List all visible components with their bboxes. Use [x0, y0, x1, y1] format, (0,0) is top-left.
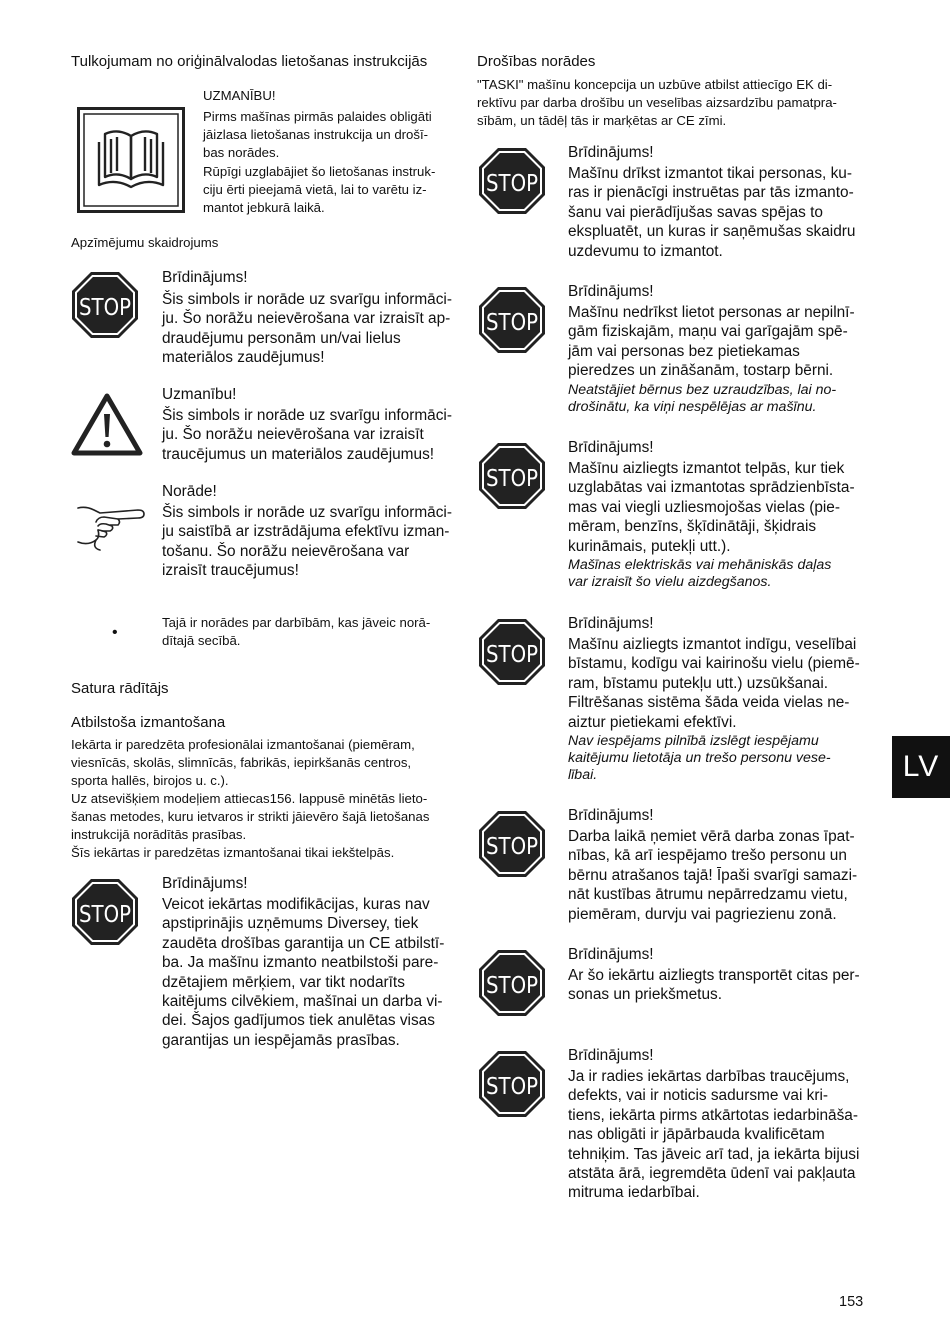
text-line: Mašīnu drīkst izmantot tikai personas, ku-	[568, 165, 852, 182]
text-line: defekts, vai ir noticis sadursme vai kri-	[568, 1087, 829, 1105]
text-line: mēram, benzīns, šķīdinātāji, šķidrais	[568, 518, 817, 536]
stop-label: STOP	[486, 973, 539, 999]
intended-use-text	[71, 736, 429, 862]
stop-sign-icon	[71, 878, 139, 946]
modification-warning-text	[162, 895, 444, 1050]
text-line: nas obligāti ir jāpārbauda kvalificētam	[568, 1126, 825, 1144]
text-line: bīstamu, kodīgu vai kairinošu vielu (piemē-	[568, 655, 860, 673]
text-line: Mašīnu aizliegts izmantot telpās, kur tiek	[568, 460, 845, 477]
text-line: dei. Šajos gadījumos tiek anulētas visas	[162, 1012, 435, 1030]
text-line: Ja ir radies iekārtas darbības traucējums,	[568, 1068, 850, 1085]
intended-use-title: Atbilstoša izmantošana	[71, 714, 226, 731]
warning-text	[568, 303, 855, 381]
text-line: tošanu. Šo norāžu neievērošana var	[162, 542, 410, 560]
text-line: Rūpīgi uzglabājiet šo lietošanas instruk-	[203, 164, 436, 179]
symbol-warning-heading: Brīdinājums!	[162, 269, 248, 286]
warning-italic-text	[568, 382, 836, 416]
warning-heading: Brīdinājums!	[568, 1047, 654, 1064]
text-line: Ar šo iekārtu aizliegts transportēt citas per-	[568, 967, 860, 984]
legend-title: Apzīmējumu skaidrojums	[71, 235, 219, 250]
text-line: pieredzes un zināšanām, tostarp bērni.	[568, 362, 834, 380]
pointing-hand-icon	[76, 500, 148, 554]
text-line: mas vai viegli uzliesmojošas vielas (pie-	[568, 498, 840, 516]
text-line: bas norādes.	[203, 145, 280, 160]
text-line: "TASKI" mašīnu koncepcija un uzbūve atbilst attiecīgo EK di-	[477, 77, 833, 92]
text-line: Filtrēšanas sistēma šāda veida vielas ne-	[568, 694, 850, 712]
stop-label: STOP	[486, 642, 539, 668]
text-line: izraisīt traucējumus!	[162, 562, 299, 580]
stop-sign-icon	[478, 810, 546, 878]
text-line: aiztur pietiekami efektīvi.	[568, 713, 737, 731]
text-line: atstāta ārā, iegremdēta ūdenī vai pakļauta	[568, 1165, 856, 1183]
stop-sign-icon	[478, 442, 546, 510]
warning-heading: Brīdinājums!	[568, 946, 654, 963]
text-line: Nav iespējams pilnībā izslēgt iespējamu	[568, 733, 819, 749]
text-line: Veicot iekārtas modifikācijas, kuras nav	[162, 896, 430, 913]
section-title-translation: Tulkojumam no oriģinālvalodas lietošanas instrukcijās	[71, 53, 428, 70]
warning-heading: Brīdinājums!	[568, 144, 654, 161]
warning-text	[568, 164, 855, 261]
text-line: instrukcijā norādītās prasības.	[71, 827, 247, 842]
stop-sign-icon	[478, 949, 546, 1017]
modification-warning-heading: Brīdinājums!	[162, 875, 248, 892]
text-line: ram, bīstamu putekļu utt.) uzsūkšanai.	[568, 674, 829, 692]
warning-text	[568, 459, 855, 556]
text-line: sībām, un tādēļ tās ir marķētas ar CE zīmi.	[477, 113, 727, 128]
text-line: Darba laikā ņemiet vērā darba zonas īpat-	[568, 828, 855, 845]
text-line: piemēram, durvju vai pagriezienu zonā.	[568, 905, 837, 923]
warning-heading: Brīdinājums!	[568, 807, 654, 824]
text-line: jām vai personas bez pietiekamas	[568, 342, 800, 360]
warning-text	[568, 1067, 859, 1203]
text-line: drošinātu, ka viņi nespēlējas ar mašīnu.	[568, 399, 817, 415]
text-line: sporta hallēs, birojos u. c.).	[71, 773, 229, 788]
text-line: zaudēta drošības garantija un CE atbilstī-	[162, 934, 445, 952]
text-line: draudējumu personām un/vai lielus	[162, 329, 401, 347]
text-line: Šis simbols ir norāde uz svarīgu informāci-	[162, 291, 452, 308]
text-line: dītajā secībā.	[162, 633, 241, 648]
text-line: apstiprinājis uzņēmums Diversey, tiek	[162, 915, 419, 933]
warning-text	[568, 635, 860, 732]
stop-label: STOP	[79, 295, 132, 321]
text-line: sonas un priekšmetus.	[568, 986, 722, 1004]
warning-italic-text	[568, 557, 831, 591]
read-manual-icon	[77, 107, 185, 213]
language-tab: LV	[892, 736, 950, 798]
stop-label: STOP	[486, 1074, 539, 1100]
symbol-note-text	[162, 503, 452, 581]
symbol-caution-heading: Uzmanību!	[162, 386, 237, 403]
text-line: šanu vai pierādījušas savas spējas to	[568, 203, 823, 221]
text-line: Mašīnas elektriskās vai mehāniskās daļas	[568, 557, 832, 573]
stop-label: STOP	[486, 310, 539, 336]
text-line: ju saistībā ar izstrādājuma efektīvu izman-	[162, 523, 450, 541]
text-line: ciju ērti pieejamā vietā, lai to varētu iz-	[203, 182, 427, 197]
text-line: Neatstājiet bērnus bez uzraudzības, lai no-	[568, 382, 837, 398]
text-line: kaitējums cilvēkiem, mašīnai un darba vi-	[162, 993, 443, 1011]
text-line: nāt kustības ātrumu nepārredzamu vietu,	[568, 886, 848, 904]
text-line: traucējumus un materiālos zaudējumus!	[162, 445, 435, 463]
warning-text	[568, 827, 857, 924]
text-line: kurināmais, putekļi utt.).	[568, 537, 731, 555]
text-line: gām fiziskajām, maņu vai garīgajām spē-	[568, 323, 848, 341]
warning-heading: Brīdinājums!	[568, 615, 654, 632]
text-line: lībai.	[568, 767, 598, 783]
text-line: Mašīnu aizliegts izmantot indīgu, veselībai	[568, 636, 857, 653]
page-number: 153	[839, 1294, 864, 1310]
warning-italic-text	[568, 733, 831, 784]
stop-label: STOP	[486, 834, 539, 860]
text-line: uzglabātas vai izmantotas sprādzienbīsta-	[568, 479, 855, 497]
text-line: jāizlasa lietošanas instrukcija un drošī-	[203, 127, 429, 142]
uzmanibu-text	[203, 108, 432, 162]
bullet-symbol: •	[112, 624, 118, 641]
text-line: ekspluatēt, un kuras ir saņēmušas skaidru	[568, 223, 856, 241]
text-line: ba. Ja mašīnu izmanto neatbilstoši pare-	[162, 954, 439, 972]
stop-sign-icon	[71, 271, 139, 339]
text-line: uzdevumu to izmantot.	[568, 242, 723, 260]
stop-label: STOP	[486, 466, 539, 492]
stop-label: STOP	[486, 171, 539, 197]
text-line: ras ir pienācīgi instruētas par tās izmanto-	[568, 184, 854, 202]
safety-title: Drošības norādes	[477, 53, 596, 70]
symbol-note-heading: Norāde!	[162, 483, 217, 500]
text-line: kaitējumu lietotāja un trešo personu vese-	[568, 750, 831, 766]
text-line: nības, kā arī iespējamo trešo personu un	[568, 847, 847, 865]
warning-triangle-icon	[71, 392, 143, 456]
toc-title: Satura rādītājs	[71, 680, 169, 697]
text-line: ju. Šo norāžu neievērošana var izraisīt ap-	[162, 310, 451, 328]
stop-label: STOP	[79, 902, 132, 928]
text-line: garantijas un iespējamās prasības.	[162, 1031, 400, 1049]
text-line: Šis simbols ir norāde uz svarīgu informāci-	[162, 504, 452, 521]
symbol-warning-text	[162, 290, 452, 368]
warning-heading: Brīdinājums!	[568, 283, 654, 300]
text-line: Šīs iekārtas ir paredzētas izmantošanai tikai iekštelpās.	[71, 845, 395, 860]
uzmanibu-keep-text	[203, 163, 435, 217]
text-line: Pirms mašīnas pirmās palaides obligāti	[203, 109, 432, 124]
text-line: Uz atsevišķiem modeļiem attiecas156. lappusē minētās lieto-	[71, 791, 428, 806]
text-line: šanas metodes, kuru ietvaros ir strikti jāievēro šajā lietošanas	[71, 809, 430, 824]
stop-sign-icon	[478, 618, 546, 686]
bullet-text	[162, 614, 430, 650]
text-line: Tajā ir norādes par darbībām, kas jāveic norā-	[162, 615, 431, 630]
warning-heading: Brīdinājums!	[568, 439, 654, 456]
text-line: var izraisīt šo vielu aizdegšanos.	[568, 574, 772, 590]
stop-sign-icon	[478, 286, 546, 354]
text-line: tehniķim. Tas jāveic arī tad, ja iekārta bijusi	[568, 1145, 860, 1163]
text-line: viesnīcās, skolās, slimnīcās, fabrikās, iepirkšanās centros,	[71, 755, 412, 770]
text-line: bērnu atrašanos tajā! Īpaši svarīgi samazi-	[568, 866, 858, 884]
uzmanibu-heading: UZMANĪBU!	[203, 88, 276, 103]
stop-sign-icon	[478, 147, 546, 215]
text-line: Mašīnu nedrīkst lietot personas ar nepilnī-	[568, 304, 855, 321]
symbol-caution-text	[162, 406, 452, 464]
text-line: rektīvu par darba drošību un veselības aizsardzību pamatpra-	[477, 95, 837, 110]
warning-text	[568, 966, 860, 1005]
text-line: materiālos zaudējumus!	[162, 349, 325, 367]
text-line: Šis simbols ir norāde uz svarīgu informāci-	[162, 407, 452, 424]
text-line: Iekārta ir paredzēta profesionālai izmantošanai (piemēram,	[71, 737, 415, 752]
safety-intro	[477, 76, 837, 130]
text-line: mantot jebkurā laikā.	[203, 200, 325, 215]
text-line: dzētajiem mērķiem, var tikt nodarīts	[162, 973, 405, 991]
stop-sign-icon	[478, 1050, 546, 1118]
text-line: tiens, iekārta pirms atkārtotas iedarbināša-	[568, 1106, 858, 1124]
text-line: mitruma iedarbībai.	[568, 1184, 700, 1202]
text-line: ju. Šo norāžu neievērošana var izraisīt	[162, 426, 424, 444]
